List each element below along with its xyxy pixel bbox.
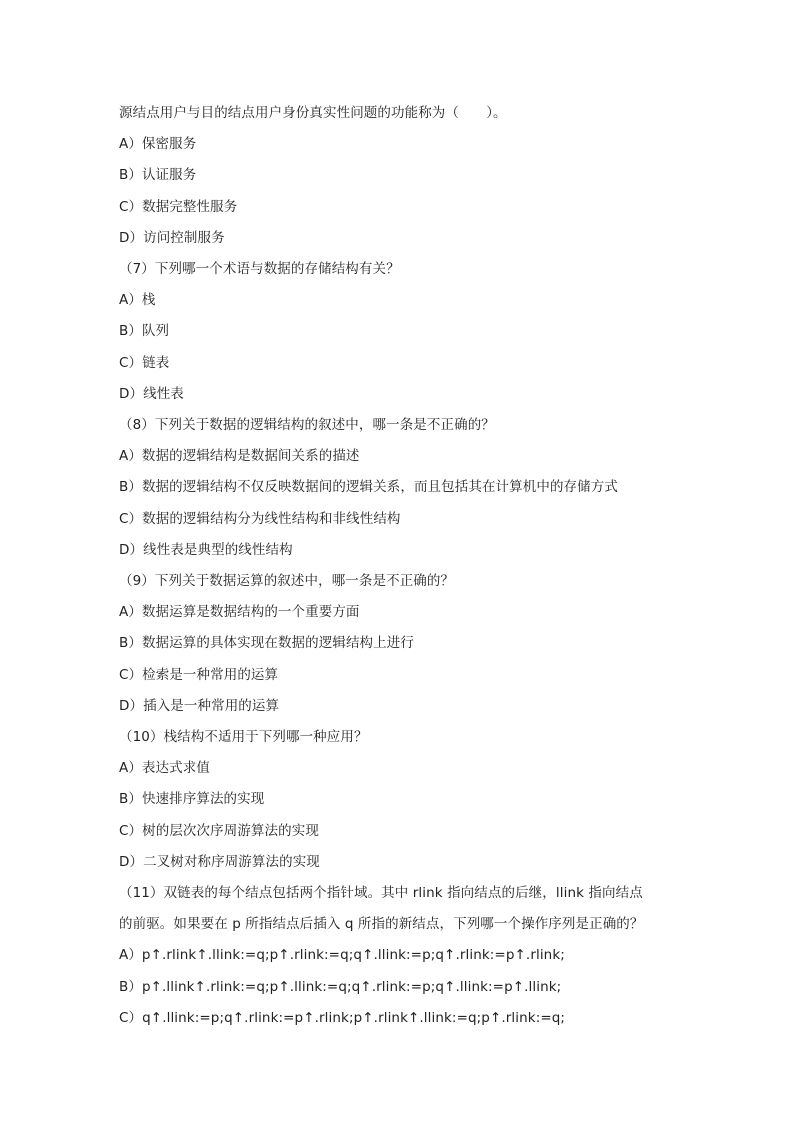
option-7b: B）队列: [119, 323, 170, 339]
question-9-stem: （9）下列关于数据运算的叙述中，哪一条是不正确的？: [119, 573, 455, 589]
option-10c: C）树的层次次序周游算法的实现: [119, 823, 319, 839]
option-11b: B）p↑.llink↑.rlink:=q;p↑.llink:=q;q↑.rlink:=p;q↑.llink:=p↑.llink;: [119, 979, 562, 995]
question-11-stem-line2: 的前驱。如果要在 p 所指结点后插入 q 所指的新结点，下列哪一个操作序列是正确的？: [119, 916, 644, 932]
question-7-stem: （7）下列哪一个术语与数据的存储结构有关？: [119, 261, 400, 277]
option-9d: D）插入是一种常用的运算: [119, 698, 280, 714]
option-10d: D）二叉树对称序周游算法的实现: [119, 854, 320, 870]
option-8a: A）数据的逻辑结构是数据间关系的描述: [119, 448, 360, 464]
option-9b: B）数据运算的具体实现在数据的逻辑结构上进行: [119, 635, 414, 651]
option-7c: C）链表: [119, 355, 170, 371]
option-7d: D）线性表: [119, 386, 184, 402]
option-6a: A）保密服务: [119, 136, 197, 152]
option-9c: C）检索是一种常用的运算: [119, 667, 279, 683]
option-8d: D）线性表是典型的线性结构: [119, 542, 293, 558]
option-7a: A）栈: [119, 292, 156, 308]
option-6d: D）访问控制服务: [119, 230, 225, 246]
option-9a: A）数据运算是数据结构的一个重要方面: [119, 604, 360, 620]
option-11a: A）p↑.rlink↑.llink:=q;p↑.rlink:=q;q↑.llink:=p;q↑.rlink:=p↑.rlink;: [119, 947, 565, 963]
option-8b: B）数据的逻辑结构不仅反映数据间的逻辑关系，而且包括其在计算机中的存储方式: [119, 479, 618, 495]
option-11c: C）q↑.llink:=p;q↑.rlink:=p↑.rlink;p↑.rlink↑.llink:=q;p↑.rlink:=q;: [119, 1010, 566, 1026]
option-10a: A）表达式求值: [119, 760, 210, 776]
question-10-stem: （10）栈结构不适用于下列哪一种应用？: [119, 729, 368, 745]
option-6c: C）数据完整性服务: [119, 199, 238, 215]
option-8c: C）数据的逻辑结构分为线性结构和非线性结构: [119, 511, 401, 527]
question-8-stem: （8）下列关于数据的逻辑结构的叙述中，哪一条是不正确的？: [119, 417, 495, 433]
option-10b: B）快速排序算法的实现: [119, 791, 265, 807]
question-11-stem-line1: （11）双链表的每个结点包括两个指针域。其中 rlink 指向结点的后继，llink 指向结点: [119, 885, 643, 901]
option-6b: B）认证服务: [119, 167, 197, 183]
question-6-stem: 源结点用户与目的结点用户身份真实性问题的功能称为（ ）。: [119, 105, 507, 121]
